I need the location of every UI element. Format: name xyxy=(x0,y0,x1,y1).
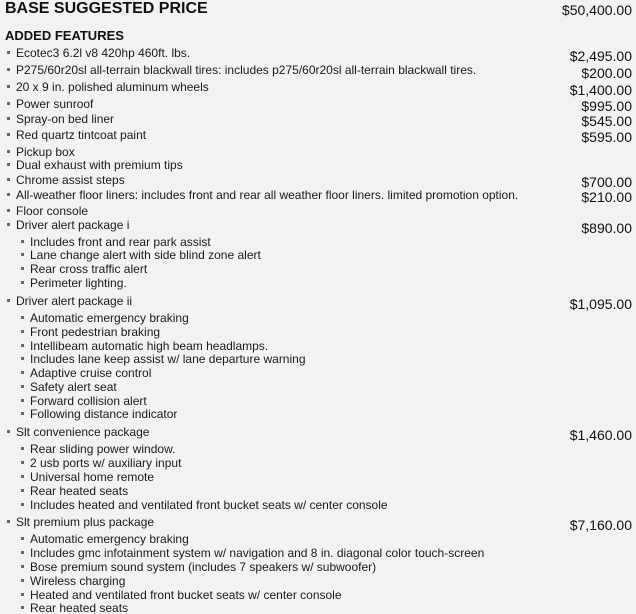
feature-label: Automatic emergency braking xyxy=(30,532,189,546)
feature-item xyxy=(7,145,75,159)
feature-price: $200.00 xyxy=(581,65,632,81)
feature-item xyxy=(7,294,132,308)
bullet-icon xyxy=(21,385,24,388)
feature-label: Includes lane keep assist w/ lane departure warning xyxy=(30,352,306,366)
bullet-icon xyxy=(21,606,24,609)
bullet-icon xyxy=(7,430,10,433)
bullet-icon xyxy=(7,178,10,181)
feature-price: $1,460.00 xyxy=(569,427,632,443)
bullet-icon xyxy=(21,489,24,492)
feature-price: $1,095.00 xyxy=(569,296,632,312)
feature-subitem xyxy=(21,498,388,512)
feature-label: Slt premium plus package xyxy=(16,515,155,529)
feature-subitem xyxy=(21,574,125,588)
feature-label: Following distance indicator xyxy=(30,407,178,421)
bullet-icon xyxy=(7,51,10,54)
feature-subitem xyxy=(21,588,342,602)
bullet-icon xyxy=(7,117,10,120)
bullet-icon xyxy=(7,209,10,212)
bullet-icon xyxy=(21,281,24,284)
feature-label: 2 usb ports w/ auxiliary input xyxy=(30,456,182,470)
feature-subitem xyxy=(21,276,127,290)
bullet-icon xyxy=(21,565,24,568)
feature-label: Driver alert package ii xyxy=(16,294,133,308)
feature-item xyxy=(7,97,93,111)
feature-item xyxy=(7,46,190,60)
feature-label: Ecotec3 6.2l v8 420hp 460ft. lbs. xyxy=(16,46,191,60)
bullet-icon xyxy=(21,593,24,596)
feature-subitem xyxy=(21,532,189,546)
feature-item xyxy=(7,112,114,126)
feature-subitem xyxy=(21,470,154,484)
bullet-icon xyxy=(21,412,24,415)
feature-subitem xyxy=(21,456,181,470)
bullet-icon xyxy=(21,267,24,270)
bullet-icon xyxy=(21,240,24,243)
feature-label: Perimeter lighting. xyxy=(30,276,127,290)
feature-label: Includes gmc infotainment system w/ navigation and 8 in. diagonal color touch-screen xyxy=(30,546,485,560)
bullet-icon xyxy=(21,330,24,333)
feature-label: 20 x 9 in. polished aluminum wheels xyxy=(16,80,209,94)
feature-price: $2,495.00 xyxy=(569,48,632,64)
feature-label: Chrome assist steps xyxy=(16,173,125,187)
feature-price: $700.00 xyxy=(581,174,632,190)
feature-subitem xyxy=(21,407,177,421)
bullet-icon xyxy=(21,399,24,402)
feature-subitem xyxy=(21,311,189,325)
feature-item xyxy=(7,173,125,187)
feature-subitem xyxy=(21,601,128,614)
feature-label: Automatic emergency braking xyxy=(30,311,189,325)
feature-label: Red quartz tintcoat paint xyxy=(16,128,147,142)
feature-price: $210.00 xyxy=(581,189,632,205)
feature-label: Adaptive cruise control xyxy=(30,366,152,380)
feature-item xyxy=(7,188,518,202)
feature-label: Rear cross traffic alert xyxy=(30,262,148,276)
bullet-icon xyxy=(21,357,24,360)
feature-subitem xyxy=(21,262,147,276)
feature-label: Includes front and rear park assist xyxy=(30,235,211,249)
feature-item xyxy=(7,63,476,77)
feature-label: Rear heated seats xyxy=(30,484,129,498)
feature-item xyxy=(7,128,146,142)
bullet-icon xyxy=(21,461,24,464)
feature-label: Includes heated and ventilated front bucket seats w/ center console xyxy=(30,498,388,512)
feature-label: P275/60r20sl all-terrain blackwall tires: includes p275/60r20sl all-terrain blackwall tires. xyxy=(16,63,477,77)
bullet-icon xyxy=(21,579,24,582)
feature-label: Universal home remote xyxy=(30,470,155,484)
feature-subitem xyxy=(21,394,147,408)
feature-label: Wireless charging xyxy=(30,574,126,588)
feature-price: $7,160.00 xyxy=(569,517,632,533)
feature-subitem xyxy=(21,380,117,394)
feature-label: All-weather floor liners: includes front and rear all weather floor liners. limited promotion option. xyxy=(16,188,519,202)
added-features-title: ADDED FEATURES xyxy=(5,28,124,43)
bullet-icon xyxy=(7,102,10,105)
bullet-icon xyxy=(21,537,24,540)
feature-subitem xyxy=(21,366,151,380)
bullet-icon xyxy=(7,520,10,523)
feature-price: $995.00 xyxy=(581,98,632,114)
feature-label: Forward collision alert xyxy=(30,394,147,408)
feature-price: $1,400.00 xyxy=(569,82,632,98)
bullet-icon xyxy=(7,133,10,136)
bullet-icon xyxy=(21,371,24,374)
feature-item xyxy=(7,204,88,218)
feature-label: Driver alert package i xyxy=(16,218,130,232)
bullet-icon xyxy=(21,253,24,256)
feature-subitem xyxy=(21,546,484,560)
bullet-icon xyxy=(7,299,10,302)
feature-subitem xyxy=(21,442,175,456)
feature-label: Spray-on bed liner xyxy=(16,112,115,126)
feature-price: $890.00 xyxy=(581,220,632,236)
feature-subitem xyxy=(21,339,268,353)
bullet-icon xyxy=(7,150,10,153)
feature-item xyxy=(7,80,209,94)
bullet-icon xyxy=(21,344,24,347)
feature-label: Safety alert seat xyxy=(30,380,117,394)
bullet-icon xyxy=(21,551,24,554)
bullet-icon xyxy=(7,163,10,166)
bullet-icon xyxy=(21,475,24,478)
feature-label: Front pedestrian braking xyxy=(30,325,161,339)
bullet-icon xyxy=(7,85,10,88)
feature-label: Rear sliding power window. xyxy=(30,442,176,456)
feature-item xyxy=(7,158,183,172)
feature-subitem xyxy=(21,235,211,249)
feature-subitem xyxy=(21,352,306,366)
feature-item xyxy=(7,515,154,529)
feature-label: Lane change alert with side blind zone alert xyxy=(30,248,261,262)
feature-subitem xyxy=(21,325,160,339)
feature-subitem xyxy=(21,248,261,262)
bullet-icon xyxy=(7,223,10,226)
feature-item xyxy=(7,425,149,439)
feature-label: Dual exhaust with premium tips xyxy=(16,158,183,172)
feature-label: Rear heated seats xyxy=(30,601,129,614)
feature-price: $545.00 xyxy=(581,113,632,129)
bullet-icon xyxy=(21,447,24,450)
bullet-icon xyxy=(21,503,24,506)
feature-label: Bose premium sound system (includes 7 speakers w/ subwoofer) xyxy=(30,560,377,574)
feature-label: Floor console xyxy=(16,204,89,218)
feature-price: $595.00 xyxy=(581,129,632,145)
feature-item xyxy=(7,218,129,232)
feature-label: Slt convenience package xyxy=(16,425,150,439)
bullet-icon xyxy=(21,316,24,319)
base-price-title: BASE SUGGESTED PRICE xyxy=(5,0,208,17)
feature-label: Power sunroof xyxy=(16,97,94,111)
feature-label: Heated and ventilated front bucket seats w/ center console xyxy=(30,588,342,602)
feature-label: Pickup box xyxy=(16,145,75,159)
base-price-value: $50,400.00 xyxy=(561,2,632,18)
bullet-icon xyxy=(7,68,10,71)
bullet-icon xyxy=(7,193,10,196)
feature-label: Intellibeam automatic high beam headlamps. xyxy=(30,339,269,353)
feature-subitem xyxy=(21,484,128,498)
feature-subitem xyxy=(21,560,376,574)
